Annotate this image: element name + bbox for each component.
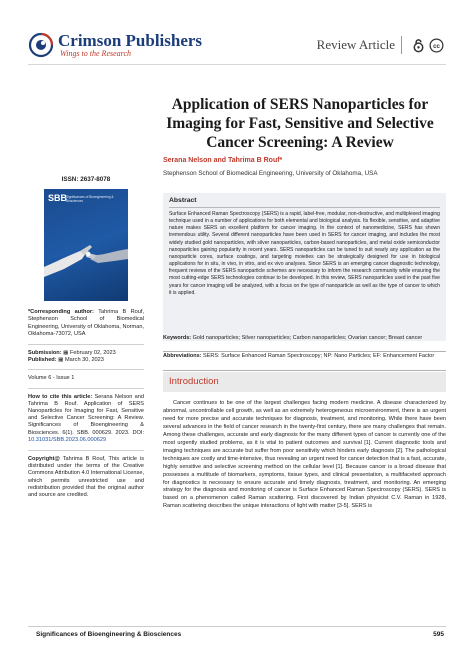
article-info-sidebar [28,176,144,505]
header-divider [401,36,402,54]
sidebar-divider [28,344,144,345]
keywords-text: Gold nanoparticles; Silver nanoparticles; Carbon nanoparticles; Ovarian cancer; Breast cancer [192,335,423,341]
calendar-icon: ▦ [58,357,64,364]
published-date-row [28,357,144,364]
volume-issue: Volume 6 - Issue 1 [28,375,75,382]
doi-link[interactable]: 10.31031/SBB.2023.06.000629 [28,436,107,443]
journal-cover-image [44,189,128,301]
creative-commons-icon[interactable] [429,38,444,53]
copyright-block [28,456,144,499]
submission-label: Submission: [28,350,62,357]
keywords [163,335,446,342]
abstract-text: Surface Enhanced Raman Spectroscopy (SERS) is a rapid, label-free, modular, non-destructive, and multiplexed imaging technique used in a number of applications for both elemental and biological analysis. Its flexible, sensitive, and adaptive nature makes SERS an excellent platform for cancer imaging. In the context of nanomedicine, SERS has shown tremendous utility. Several different nanoparticles have been used in SERS for cancer imaging, and includes the most widely studied gold nanoparticles, with silver nanoparticles, carbon-based nanoparticles, and metal oxide semiconductor nanoparticles gaining popularity in recent years. SERS nanoparticles can be tuned to suit nearly any application as the nanoparticle cores, surface coatings, and targeting moieties can be strategically designed for use in biological applications for in situ, in vivo, in vitro, and ex vivo analyses. Since SERS is an emerging cancer diagnostic technology, frequent reviews of the SERS nanoparticle schemes are necessary to inform the research community while ensuring the most cutting-edge SERS technologies continue to be developed. In this review, SERS nanoparticles used in the past five years for cancer imaging will be analyzed, with a focus on the type of nanoparticle as well as the type of cancer to which it is applied. [169,211,440,296]
calendar-icon: ▦ [63,350,69,357]
corresponding-author-text: Tahrima B Rouf, Stephenson School of Biomedical Engineering, University of Oklahoma, Norman, Oklahoma-73072, USA [28,309,144,337]
abstract-divider [169,207,440,208]
article-authors: Serana Nelson and Tahrima B Rouf* [163,157,283,164]
corresponding-author [28,309,144,338]
footer-rule [28,626,446,627]
submission-date-row [28,350,144,357]
submission-date: February 02, 2023 [70,350,116,357]
publisher-tagline: Wings to the Research [60,49,132,58]
keywords-label: Keywords: [163,335,192,341]
keywords-divider [163,351,446,352]
article-type-group [317,36,444,54]
abbreviations-label: Abbreviations: [163,353,202,359]
citation-label: How to cite this article: [28,393,93,400]
svg-text:cc: cc [433,42,440,50]
article-type-label: Review Article [316,37,395,52]
citation-block [28,394,144,444]
footer-journal-name: Significances of Bioengineering & Biosciences [36,631,182,638]
citation-text: Serana Nelson and Tahrima B Rouf. Application of SERS Nanoparticles for Imaging for Fast, Sensitive and Selective Cancer Screening: A Review. Significances of Bioengineering & Biosciences. 6(1). SBB. 000629. 2023. [28,393,144,436]
cover-subtitle: Significances of Bioengineering & Biosciences [66,195,114,204]
sidebar-divider [28,388,144,389]
article-title: Application of SERS Nanoparticles for Imaging for Fast, Sensitive and Selective Cancer Screening: A Review [166,96,434,151]
cover-title: SBB [48,193,68,204]
author-affiliation: Stephenson School of Biomedical Engineering, University of Oklahoma, USA [163,170,378,177]
corresponding-author-label: *Corresponding author: [28,309,94,316]
header-rule [28,64,446,65]
introduction-heading: Introduction [169,376,219,387]
issn: ISSN: 2637-8078 [61,176,111,183]
robot-hands-illustration [44,189,128,301]
introduction-text: Cancer continues to be one of the largest challenges facing modern medicine. A disease characterized by abnormal, uncontrollable cell growth, as well as an extremely heterogeneous microenvironment, there is an urgent need for more precise and accurate techniques for diagnosis, treatment, and monitoring. While there have been several advances in the field of cancer research in the twenty-first century, there are many challenges that remain. Among these challenges, accurate and early diagnosis for the many different types of cancer is currently one of the most urgently studied problems, as it is vital to patient outcomes and survival [1]. Current diagnostic tools and imaging techniques are accurate but suffer from poor sensitivity which hinders early diagnosis [2]. The pathological techniques are costly and time-intensive, thus revealing an urgent need for cancer detection that is a fast, accurate, highly sensitive and selective screening method on the cellular level [1]. Because cancer is a broad disease that possesses a multitude of biomarkers, symptoms, tissue types, and clinical presentation, a multifaceted approach for diagnostics is necessary to ensure accurate and timely diagnosis, treatment, and monitoring. An emerging strategy for the diagnosis and monitoring of cancer is Surface Enhanced Raman Spectroscopy (SERS). SERS is based on a phenomenon called Raman scattering. First discovered by Indian physicist C.V. Raman in 1928, Raman scattering describes the unique interactions of light with matter [3-5]. SERS is [163,400,446,510]
copyright-text: Tahrima B Rouf, This article is distributed under the terms of the Creative Commons Attribution 4.0 International License, which permits unrestricted use and redistribution provided that the original author and source are credited. [28,456,145,499]
abstract-heading: Abstract [169,197,197,204]
publisher-logo[interactable] [28,32,202,58]
publisher-name: Crimson Publishers [58,31,203,50]
publisher-emblem-icon [28,32,54,58]
published-label: Published: [28,357,57,364]
abstract-box [163,193,446,341]
abbreviations-divider [163,370,446,371]
sidebar-divider [28,369,144,370]
sidebar-divider [28,450,144,451]
introduction-heading-box [163,372,446,392]
published-date: March 30, 2023 [65,357,104,364]
open-access-icon[interactable] [411,38,426,53]
doi-label: DOI: [132,429,144,436]
copyright-label: Copyright@ [28,456,60,463]
abbreviations [163,353,446,360]
abbreviations-text: SERS: Surface Enhanced Raman Spectroscopy; NP: Nano Particles; EF: Enhancement Factor [203,353,435,359]
page-number: 595 [433,631,444,638]
